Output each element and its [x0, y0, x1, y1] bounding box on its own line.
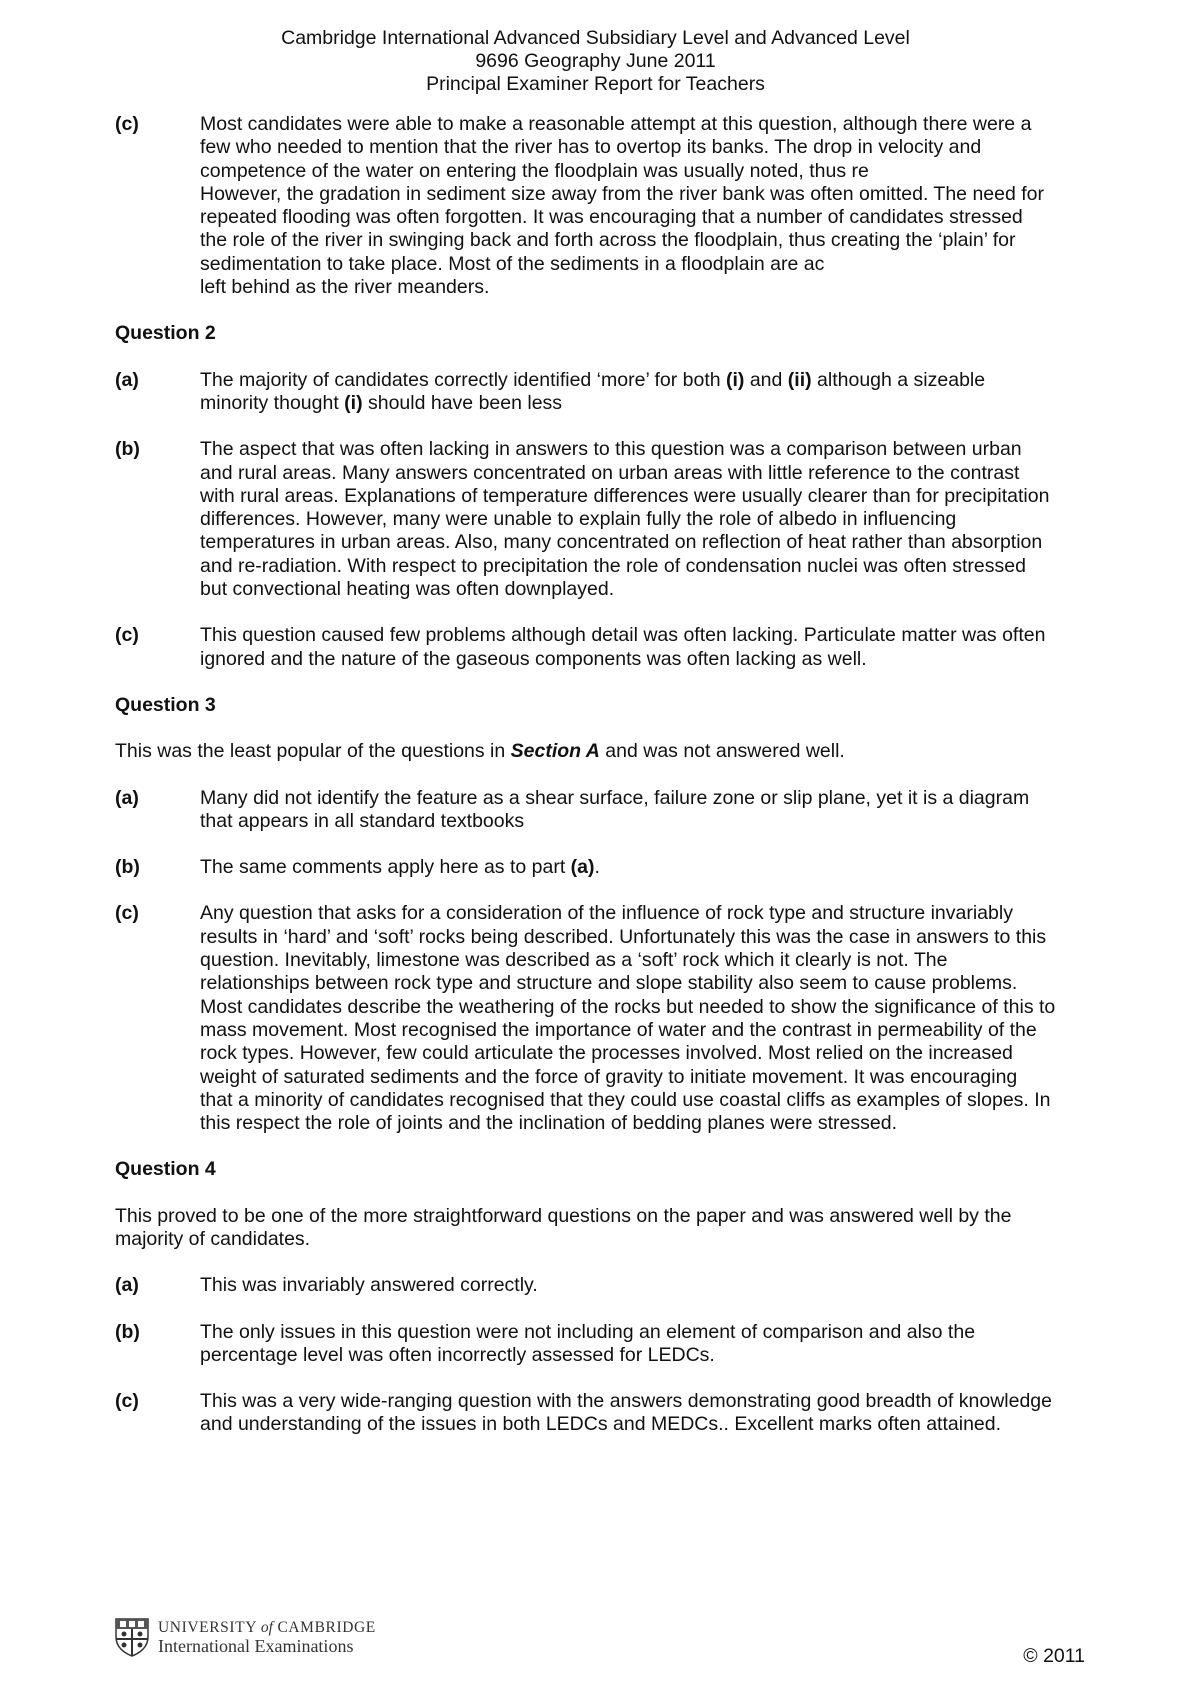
- text-line: [200, 369, 1085, 392]
- text-line: this respect the role of joints and the inclination of bedding planes were stressed.: [200, 1112, 898, 1135]
- text-line: rock types. However, few could articulate the processes involved. Most relied on the increased: [200, 1042, 1013, 1065]
- bold-run: (i): [344, 391, 363, 414]
- part-label: (c): [115, 902, 139, 925]
- part-label: (a): [115, 786, 139, 809]
- text-line: that a minority of candidates recognised that they could use coastal cliffs as examples of slopes. In: [200, 1088, 1051, 1111]
- part-text: [200, 787, 1085, 834]
- q3-part-a: [115, 787, 1085, 834]
- text-line: Many did not identify the feature as a shear surface, failure zone or slip plane, yet it is a diagram: [200, 786, 1030, 809]
- text-line: ignored and the nature of the gaseous components was often lacking as well.: [200, 647, 867, 670]
- text-line: This question caused few problems although detail was often lacking. Particulate matter was often: [200, 624, 1046, 647]
- part-label: (b): [115, 438, 140, 461]
- text-run: .: [594, 856, 600, 879]
- part-text: [200, 113, 1085, 299]
- question-4-heading: Question 4: [115, 1158, 216, 1181]
- part-label: (a): [115, 1274, 139, 1297]
- logo-word: UNIVERSITY: [158, 1619, 257, 1636]
- text-line: sedimentation to take place. Most of the sediments in a floodplain are ac: [200, 252, 825, 275]
- q3-part-b: [115, 856, 1085, 879]
- text-run: minority thought: [200, 391, 345, 414]
- text-line: repeated flooding was often forgotten. It was encouraging that a number of candidates stressed: [200, 206, 1023, 229]
- text-run: and: [744, 368, 788, 391]
- text-line: that appears in all standard textbooks: [200, 809, 525, 832]
- text-line: and understanding of the issues in both LEDCs and MEDCs.. Excellent marks often attained.: [200, 1413, 1002, 1436]
- q4-part-b: [115, 1321, 1085, 1368]
- text-line: [200, 856, 1085, 879]
- text-run: This was the least popular of the questions in: [115, 740, 511, 763]
- part-label: (b): [115, 856, 140, 879]
- page-header: [0, 27, 1191, 96]
- bold-run: (ii): [787, 368, 812, 391]
- text-line: temperatures in urban areas. Also, many concentrated on reflection of heat rather than absorption: [200, 531, 1043, 554]
- bold-run: (a): [570, 856, 595, 879]
- text-run: The same comments apply here as to part: [200, 856, 571, 879]
- q4-part-a: [115, 1274, 1085, 1297]
- text-line: the role of the river in swinging back and forth across the floodplain, thus creating the ‘plain’ for: [200, 229, 1016, 252]
- part-text: [200, 902, 1085, 1135]
- text-line: question. Inevitably, limestone was described as a ‘soft’ rock which it clearly is not. The: [200, 949, 948, 972]
- text-line: This was invariably answered correctly.: [200, 1274, 538, 1297]
- section-reference: Section A: [510, 740, 600, 763]
- report-body: [115, 113, 1085, 1460]
- text-line: few who needed to mention that the river has to overtop its banks. The drop in velocity and: [200, 136, 982, 159]
- logo-word: of: [260, 1619, 273, 1636]
- logo-subtitle: International Examinations: [158, 1636, 354, 1656]
- part-label: (c): [115, 624, 139, 647]
- part-text: [200, 1390, 1085, 1437]
- text-line: and rural areas. Many answers concentrated on urban areas with little reference to the contrast: [200, 461, 1020, 484]
- part-text: [200, 438, 1085, 601]
- question-4-intro: [115, 1205, 1085, 1252]
- question-3-heading: Question 3: [115, 693, 216, 716]
- header-line-1: Cambridge International Advanced Subsidiary Level and Advanced Level: [281, 27, 910, 49]
- header-line-2: 9696 Geography June 2011: [475, 50, 716, 72]
- text-line: Most candidates describe the weathering of the rocks but needed to show the significance of this to: [200, 995, 1056, 1018]
- text-line: relationships between rock type and structure and slope stability also seem to cause problems.: [200, 972, 1018, 995]
- part-label: (a): [115, 368, 139, 391]
- text-line: and re-radiation. With respect to precipitation the role of condensation nuclei was often stressed: [200, 554, 1026, 577]
- text-line: but convectional heating was often downplayed.: [200, 578, 615, 601]
- text-line: The aspect that was often lacking in answers to this question was a comparison between urban: [200, 438, 1022, 461]
- text-line: left behind as the river meanders.: [200, 276, 490, 299]
- text-line: Most candidates were able to make a reasonable attempt at this question, although there were a: [200, 113, 1032, 135]
- text-line: Any question that asks for a consideration of the influence of rock type and structure invariably: [200, 902, 1013, 925]
- text-line: majority of candidates.: [115, 1227, 311, 1250]
- part-label: (c): [115, 113, 139, 135]
- text-line: competence of the water on entering the floodplain was usually noted, thus re: [200, 159, 869, 182]
- part-text: [200, 1321, 1085, 1368]
- text-run: should have been less: [362, 391, 563, 414]
- text-line: This was a very wide-ranging question with the answers demonstrating good breadth of knowledge: [200, 1390, 1052, 1413]
- q3-part-c: [115, 902, 1085, 1135]
- part-label: (c): [115, 1390, 139, 1413]
- logo-university: [158, 1618, 376, 1637]
- text-line: percentage level was often incorrectly assessed for LEDCs.: [200, 1343, 715, 1366]
- part-text: [200, 369, 1085, 416]
- text-line: The only issues in this question were not including an element of comparison and also the: [200, 1320, 976, 1343]
- q2-part-c: [115, 624, 1085, 671]
- part-text: [200, 624, 1085, 671]
- text-line: weight of saturated sediments and the force of gravity to initiate movement. It was encouraging: [200, 1065, 1018, 1088]
- text-run: although a sizeable: [811, 368, 986, 391]
- text-line: [200, 392, 1085, 415]
- copyright: © 2011: [1023, 1645, 1085, 1667]
- question-2-heading: Question 2: [115, 322, 216, 345]
- text-line: mass movement. Most recognised the importance of water and the contrast in permeability of the: [200, 1018, 1037, 1041]
- text-run: The majority of candidates correctly identified ‘more’ for both: [200, 368, 727, 391]
- part-text: [200, 1274, 1085, 1297]
- part-label: (b): [115, 1320, 140, 1343]
- text-line: However, the gradation in sediment size away from the river bank was often omitted. The need for: [200, 182, 1044, 205]
- logo-word: CAMBRIDGE: [277, 1619, 376, 1636]
- header-line-3: Principal Examiner Report for Teachers: [426, 73, 765, 95]
- crest-icon: [114, 1617, 150, 1657]
- text-run: and was not answered well.: [599, 740, 845, 763]
- q4-part-c: [115, 1390, 1085, 1437]
- bold-run: (i): [726, 368, 745, 391]
- q1-part-c: [115, 113, 1085, 299]
- text-line: This proved to be one of the more straightforward questions on the paper and was answered well by the: [115, 1204, 1012, 1227]
- text-line: with rural areas. Explanations of temperature differences were usually clearer than for precipitation: [200, 484, 1050, 507]
- university-logo: [114, 1617, 376, 1657]
- logo-text: [158, 1618, 376, 1656]
- q2-part-b: [115, 438, 1085, 601]
- q2-part-a: [115, 369, 1085, 416]
- text-line: results in ‘hard’ and ‘soft’ rocks being described. Unfortunately this was the case in answers to this: [200, 925, 1047, 948]
- question-3-intro: [115, 740, 1085, 763]
- text-line: differences. However, many were unable to explain fully the role of albedo in influencing: [200, 508, 957, 531]
- part-text: [200, 856, 1085, 879]
